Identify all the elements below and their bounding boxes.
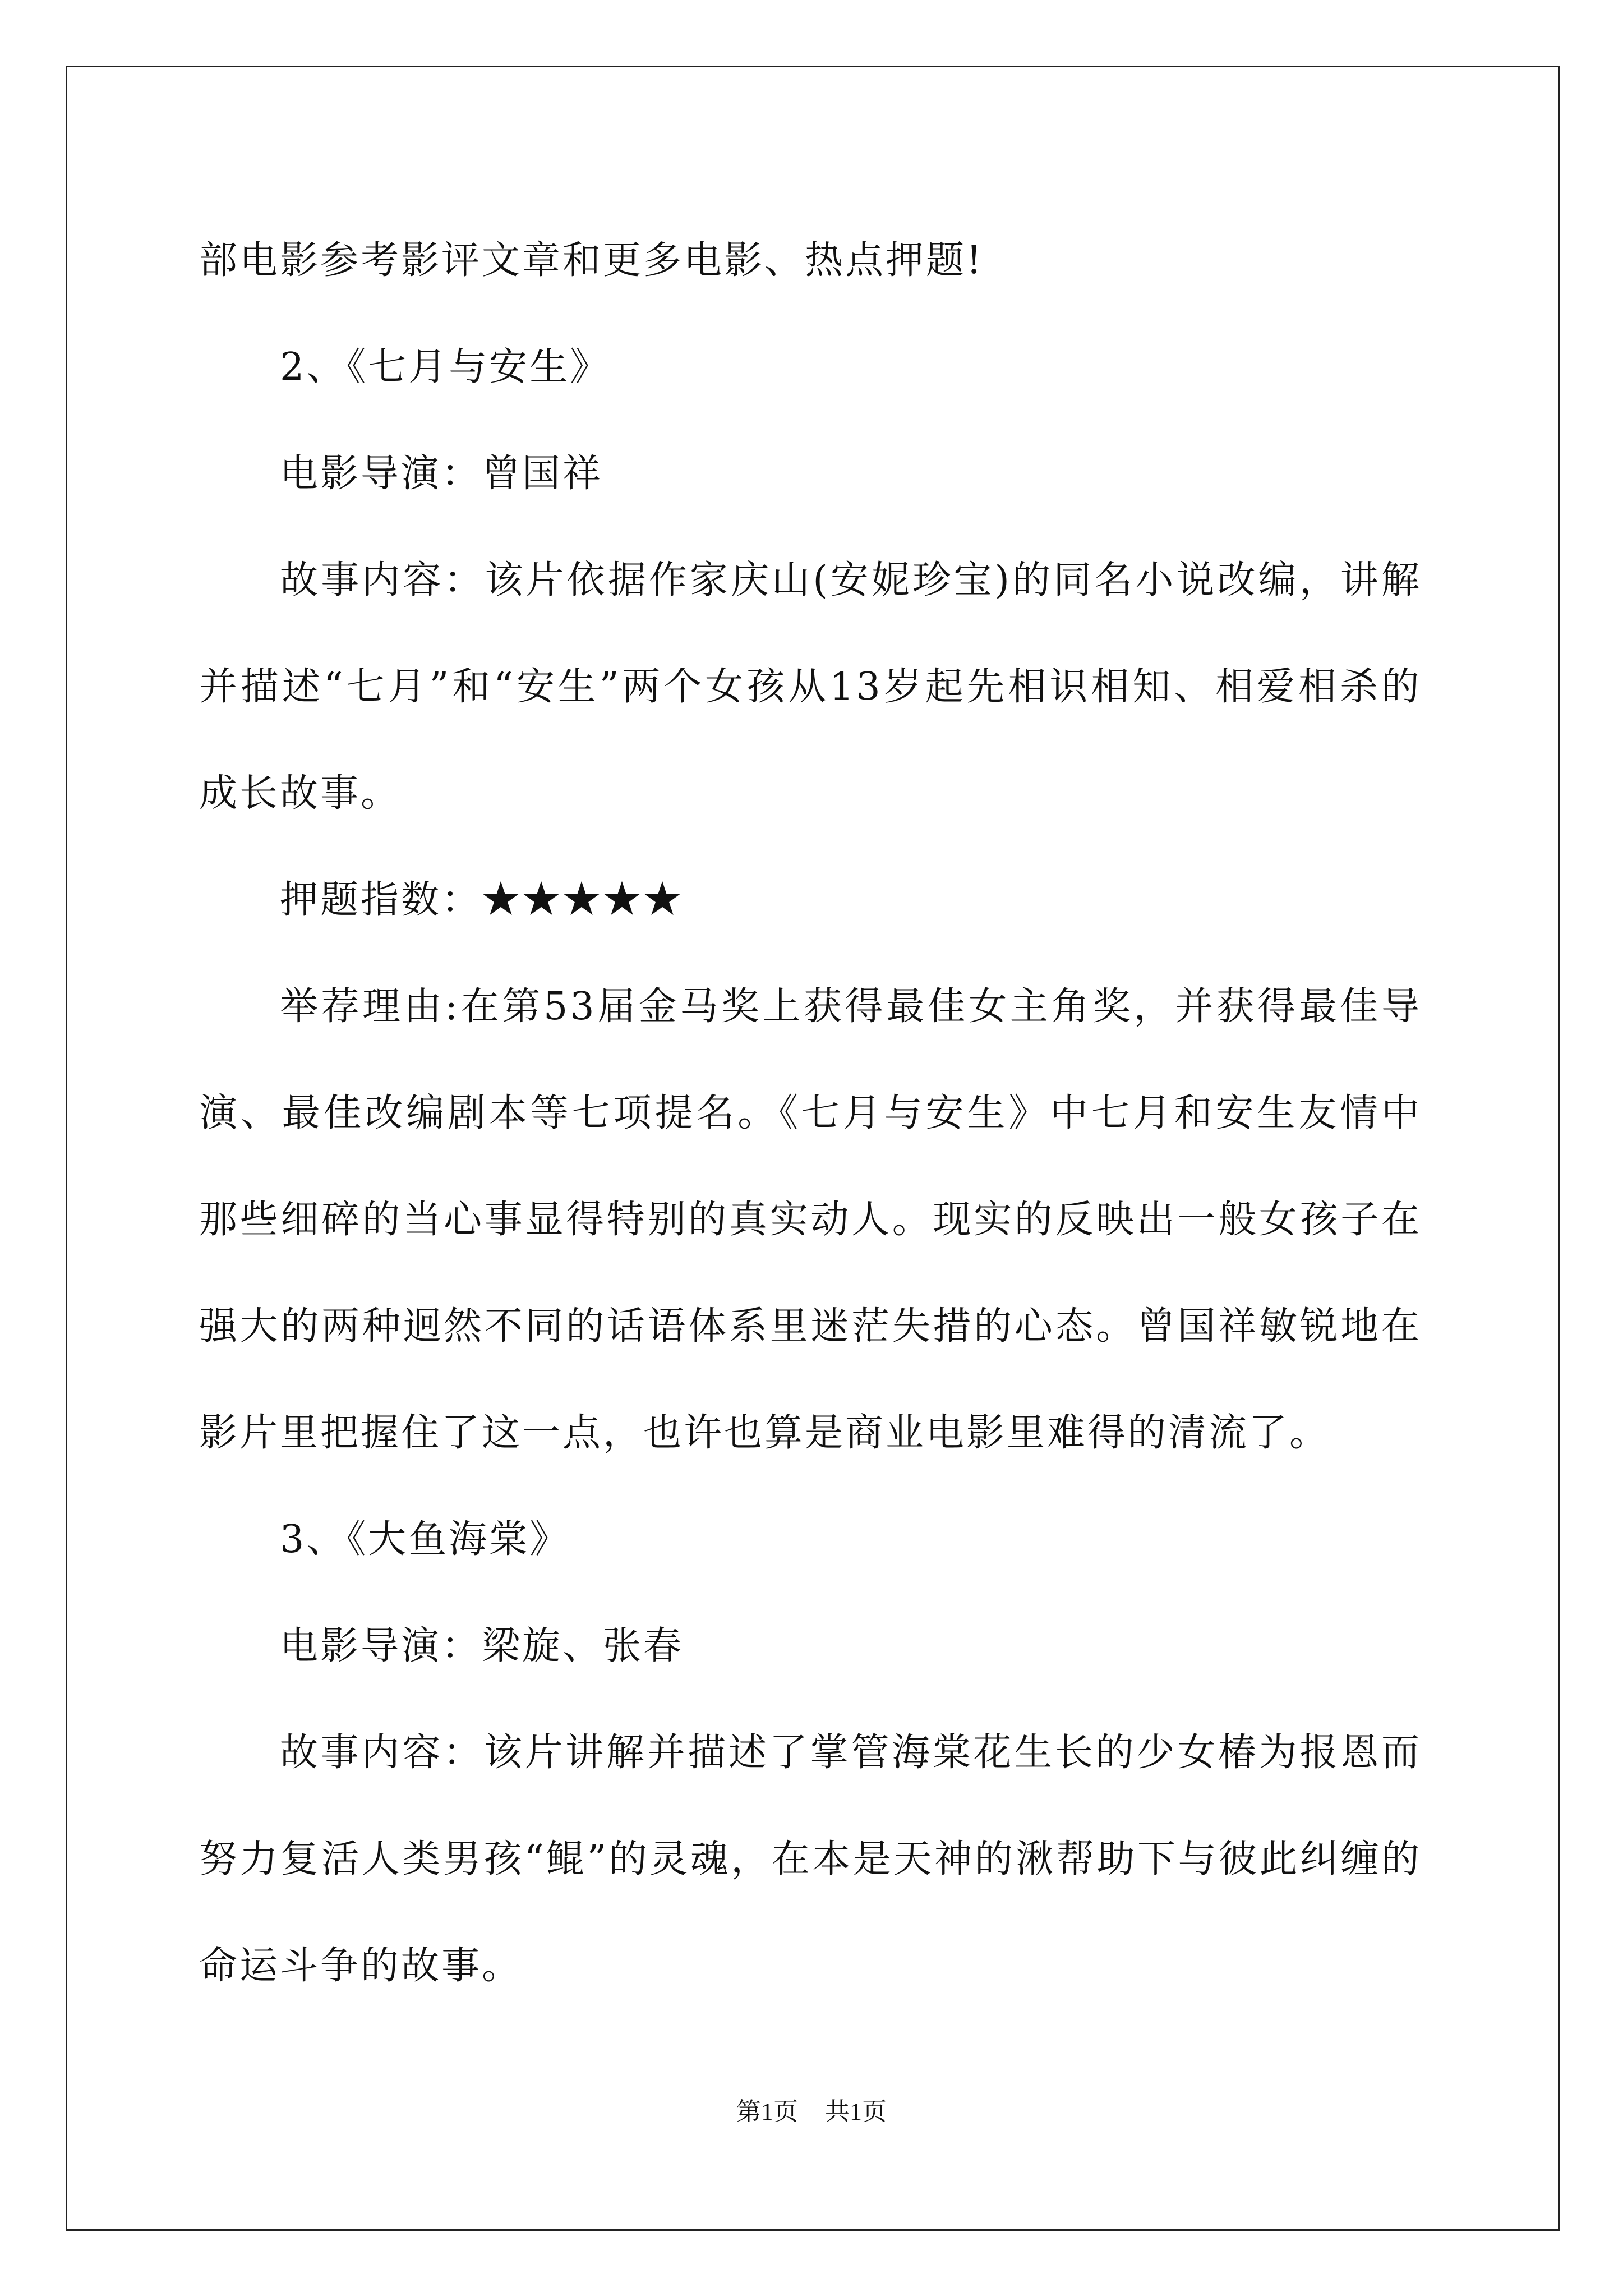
recommendation-paragraph: 举荐理由:在第53届金马奖上获得最佳女主角奖，并获得最佳导演、最佳改编剧本等七项提名。《七月与安生》中七月和安生友情中那些细碎的当心事显得特别的真实动人。现实的反映出一般女孩子在强大的两种迥然不同的话语体系里迷茫失措的心态。曾国祥敏锐地在影片里把握住了这一点，也许也算是商业电影里难得的清流了。 xyxy=(199,984,1422,1455)
director-line: 电影导演：曾国祥 xyxy=(280,452,603,496)
document-body xyxy=(199,208,1422,2019)
section-heading-dayu-haitang: 3、《大鱼海棠》 xyxy=(280,1517,570,1562)
story-paragraph: 故事内容：该片讲解并描述了掌管海棠花生长的少女椿为报恩而努力复活人类男孩“鲲”的灵魂，在本是天神的湫帮助下与彼此纠缠的命运斗争的故事。 xyxy=(199,1731,1422,1988)
story-paragraph: 故事内容：该片依据作家庆山(安妮珍宝)的同名小说改编，讲解并描述“七月”和“安生”两个女孩从13岁起先相识相知、相爱相杀的成长故事。 xyxy=(199,558,1422,816)
director-line: 电影导演：梁旋、张春 xyxy=(280,1624,684,1668)
paragraph-continuation: 部电影参考影评文章和更多电影、热点押题! xyxy=(199,238,984,283)
section-heading-qiyue-yu-ansheng: 2、《七月与安生》 xyxy=(280,345,611,389)
rating-line: 押题指数：★★★★★ xyxy=(280,878,684,922)
page-footer xyxy=(0,2091,1623,2127)
page-count: 共1页 xyxy=(825,2098,887,2125)
page-number: 第1页 xyxy=(736,2098,798,2125)
